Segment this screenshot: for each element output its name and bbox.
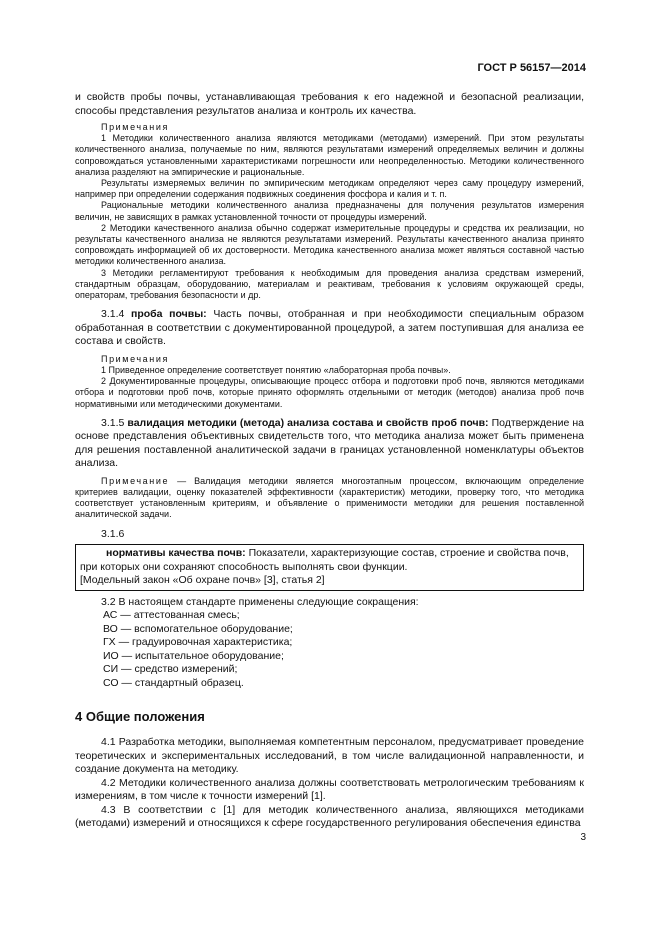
abbrev-item: ГХ — градуировочная характеристика; [103,636,293,649]
abbrev-item: СИ — средство измерений; [103,663,238,676]
doc-header-id: ГОСТ Р 56157—2014 [477,62,586,74]
term-title: проба почвы: [131,308,207,321]
term-number-3-1-6: 3.1.6 [101,527,125,540]
term-definition: Показатели, характеризующие состав, строение и свойства почв, при которых они сохраняют способность выполнять свои функции. [80,547,569,573]
term-definition: Подтверждение на основе представления объективных свидетельств того, что методика анализа может быть применена для решения поставленной аналитической задачи в границах установленной номенклатуры объектов анализа. [75,416,584,470]
note-paragraph: 1 Приведенное определение соответствует понятию «лабораторная проба почвы». [101,364,451,375]
notes-block-1 [75,122,584,301]
term-box-3-1-6 [75,544,584,591]
page-number: 3 [580,832,586,843]
term-3-1-6 [80,547,579,574]
note-paragraph: 2 Документированные процедуры, описывающие процесс отбора и подготовки проб почв, являются методиками отбора и подготовки проб почв, которые принято оформлять отдельными от методик (методов) анализа проб почв нормативными или методическими документами. [75,376,584,409]
notes-block-2 [75,354,584,410]
note-text: — Валидация методики является многоэтапным процессом, включающим определение критериев валидации, оценку показателей эффективности (характеристик) методики, проверку того, что методика соответствует установленным критериям, и объявление о применимости методики для решения поставленной аналитической задачи. [75,475,584,520]
abbrev-item: СО — стандартный образец. [103,676,244,689]
abbrev-item: ВО — вспомогательное оборудование; [103,622,293,635]
note-paragraph: 3 Методики регламентируют требования к необходимым для проведения анализа средствам измерений, стандартным образцам, оборудованию, материалам и реактивам, требования к условиям окружающей среды, операторам, требования безопасности и др. [75,267,584,301]
page-content [75,91,584,831]
note-paragraph: 1 Методики количественного анализа являются методиками (методами) измерений. При этом результаты количественного анализа, получаемые по ним, являются результатами измерений определяемых величин и должны сопровождаться установленными характеристиками погрешности или неопределенностью. Методики количественного анализа разделяют на эмпирические и рациональные. [75,133,584,177]
abbrev-item: ИО — испытательное оборудование; [103,649,284,662]
term-source: [Модельный закон «Об охране почв» [3], статья 2] [80,574,325,587]
note-paragraph: 2 Методики качественного анализа обычно содержат измерительные процедуры и средства их реализации, но результаты качественного анализа не являются результатами измерений. Результаты качественного анализа принято сопровождать информацией об их достоверности. Методика качественного анализа может являться составной частью методики количественного анализа. [75,222,584,267]
continued-paragraph: и свойств пробы почвы, устанавливающая требования к его надежной и безопасной реализации, способы представления результатов анализа и контроль их качества. [75,91,584,117]
term-title: валидация методики (метода) анализа состава и свойств проб почв: [127,416,489,429]
paragraph-4-3: 4.3 В соответствии с [1] для методик количественного анализа, являющихся методиками (методами) измерений и относящихся к сфере государственного регулирования обеспечения единства [75,803,584,830]
abbrev-list [75,609,584,690]
term-title: нормативы качества почв: [106,547,246,560]
term-3-1-5 [75,417,584,471]
section-title: 4 Общие положения [75,709,205,725]
notes-heading: Примечания [101,353,169,364]
term-number: 3.1.4 [101,308,125,321]
note-paragraph: Результаты измеряемых величин по эмпирическим методикам определяют через саму процедуру измерений, например при определении содержания подвижных соединения фосфора и калия и т. п. [75,178,584,200]
term-number: 3.1.5 [101,416,125,429]
note-heading: Примечание [101,475,170,486]
note-3-1-5 [75,476,584,521]
notes-heading: Примечания [101,122,169,132]
note-paragraph: Рациональные методики количественного анализа предназначены для получения результатов измерения величин, не зависящих в рамках установленной точности от процедуры измерений. [75,200,584,222]
paragraph-4-2: 4.2 Методики количественного анализа должны соответствовать метрологическим требованиям к измерениям, в том числе к точности измерений [1]. [75,776,584,803]
term-definition: Часть почвы, отобранная и при необходимости специальным образом обработанная в соответствии с документированной процедурой, а затем поступившая для анализа ее состава и свойств. [75,308,584,348]
abbrev-item: АС — аттестованная смесь; [103,609,240,622]
abbrev-intro: 3.2 В настоящем стандарте применены следующие сокращения: [101,595,419,608]
term-3-1-4 [75,308,584,349]
paragraph-4-1: 4.1 Разработка методики, выполняемая компетентным персоналом, предусматривает проведение теоретических и экспериментальных исследований, в том числе валидационной направленности, и создание документа на методику. [75,736,584,776]
